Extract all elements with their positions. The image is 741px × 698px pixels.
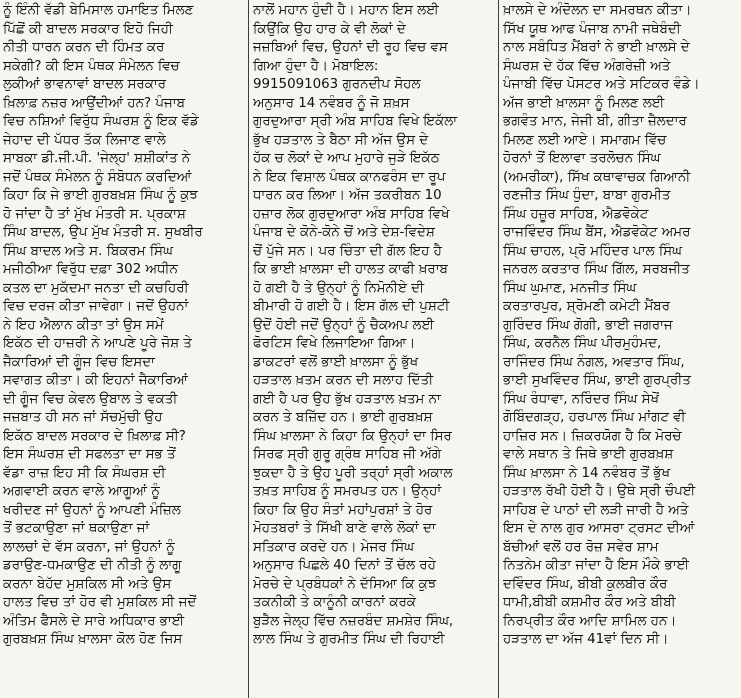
text-line: ਨਾਲੋਂ ਮਹਾਨ ਹੁੰਦੀ ਹੈ। ਮਹਾਨ ਇਸ ਲਈ (253, 3, 439, 18)
text-line: ਅਗਵਾਈ ਕਰਨ ਵਾਲੇ ਆਗੂਆਂ ਨੂੰ (3, 484, 160, 499)
text-line: ਤੋਂ ਭਟਕਾਉਣਾ ਜਾਂ ਥਕਾਉਣਾ ਜਾਂ (3, 521, 150, 536)
text-line: ਹੋ ਗਈ ਹੈ ਤੇ ਉਨ੍ਹਾਂ ਨੂੰ ਨਿਮੋਨੀਏ ਦੀ (253, 280, 425, 296)
text-line: ਗੋਬਿੰਦਗੜ੍ਹ, ਹਰਪਾਲ ਸਿੰਘ ਮਾਂਗਟ ਵੀ (503, 410, 686, 425)
text-line: ਖ਼ਿਲਾਫ਼ ਨਜ਼ਰ ਆਉਂਦੀਆਂ ਹਨ? ਪੰਜਾਬ (3, 95, 185, 111)
text-line: ਅਨੁਸਾਰ ਪਿਛਲੇ 40 ਦਿਨਾਂ ਤੋਂ ਚੱਲ ਰਹੇ (253, 558, 436, 573)
text-line: ਹਜ਼ਾਰ ਲੋਕ ਗੁਰਦੁਆਰਾ ਅੰਬ ਸਾਹਿਬ ਵਿਖੇ (253, 206, 450, 222)
text-line: ਇਕੱਠ ਦੀ ਹਾਜ਼ਰੀ ਨੇ ਆਪਣੇ ਪੂਰੇ ਜੋਸ਼ ਤੇ (3, 336, 192, 351)
text-line: ਭੁੱਖ ਹੜਤਾਲ ਤੇ ਬੈਠਾ ਸੀ ਅੱਜ ਉਸ ਦੇ (253, 132, 429, 148)
text-line: ਖ਼ਾਲਸੇ ਦੇ ਅੰਦੋਲਨ ਦਾ ਸਮਰਥਨ ਕੀਤਾ। (503, 3, 692, 18)
text-line: ਚੋਂ ਪੁੱਜੇ ਸਨ। ਪਰ ਚਿੰਤਾ ਦੀ ਗੱਲ ਇਹ ਹੈ (253, 243, 442, 259)
text-line: ਹਾਜ਼ਿਰ ਸਨ। ਜ਼ਿਕਰਯੋਗ ਹੈ ਕਿ ਮੋਰਚੇ (503, 428, 682, 444)
text-line: ਬੱਚੀਆਂ ਵਲੋਂ ਹਰ ਰੋਜ਼ ਸਵੇਰ ਸ਼ਾਮ (503, 539, 659, 555)
text-line: ਗਈ ਹੈ ਪਰ ਉਹ ਭੁੱਖ ਹੜਤਾਲ ਖ਼ਤਮ ਨਾ (253, 391, 441, 407)
text-line: ਨੇ ਇਹ ਐਲਾਨ ਕੀਤਾ ਤਾਂ ਉਸ ਸਮੇਂ (3, 317, 164, 333)
text-line: ਅਨੁਸਾਰ 14 ਨਵੰਬਰ ਨੂੰ ਜੋ ਸ਼ਖ਼ਸ (253, 95, 410, 111)
text-line: ਮਿਲਣ ਲਈ ਆਏ। ਸਮਾਗਮ ਵਿੱਚ (503, 132, 667, 148)
text-line: ਮੋਹਤਬਰਾਂ ਤੇ ਸਿੱਖੀ ਬਾਣੇ ਵਾਲੇ ਲੋਕਾਂ ਦਾ (253, 521, 436, 536)
text-line: ਵਾਲੇ ਸਥਾਨ ਤੇ ਜਿਥੇ ਭਾਈ ਗੁਰਬਖ਼ਸ਼ (503, 447, 674, 462)
text-line: ਕਿਉਂਕਿ ਉਹ ਹਾਰ ਕੇ ਵੀ ਲੋਕਾਂ ਦੇ (253, 21, 406, 37)
text-line: ਭਗਵੰਤ ਮਾਨ, ਜੇਜੀ ਬੀ, ਗੀਤਾ ਜ਼ੈਲਦਾਰ (503, 114, 687, 129)
text-line: ਸਿੰਘ ਰੰਧਾਵਾ, ਨਰਿੰਦਰ ਸਿੰਘ ਸੇਖੋਂ (503, 391, 660, 407)
text-line: ਮੋਰਚੇ ਦੇ ਪ੍ਰਬੰਧਕਾਂ ਨੇ ਦੱਸਿਆ ਕਿ ਕੁਝ (253, 576, 437, 592)
text-line: ਜਨਰਲ ਕਰਤਾਰ ਸਿੰਘ ਗਿੱਲ, ਸਰਬਜੀਤ (503, 262, 690, 277)
text-line: ਕਿਹਾ ਕਿ ਜੇ ਭਾਈ ਗੁਰਬਖ਼ਸ਼ ਸਿੰਘ ਨੂੰ ਕੁਝ (3, 188, 198, 203)
text-line: ਰਣਜੀਤ ਸਿੰਘ ਧੁੰਦਾ, ਬਾਬਾ ਗੁਰਮੀਤ (503, 188, 671, 203)
column-divider (248, 0, 249, 698)
text-line: ਲਾਲ ਸਿੰਘ ਤੇ ਗੁਰਮੀਤ ਸਿੰਘ ਦੀ ਰਿਹਾਈ (253, 632, 445, 647)
text-line: ਹੜਤਾਲ ਦਾ ਅੱਜ 41ਵਾਂ ਦਿਨ ਸੀ। (503, 632, 669, 647)
text-line: ਇਸ ਸੰਘਰਸ਼ ਦੀ ਸਫਲਤਾ ਦਾ ਸਭ ਤੋਂ (3, 447, 176, 462)
text-line: ਨਿਤਨੇਮ ਕੀਤਾ ਜਾਂਦਾ ਹੈ ਇਸ ਮੌਕੇ ਭਾਈ (503, 558, 689, 573)
text-line: ਕਰਨਾ ਬੇਹੱਦ ਮੁਸ਼ਕਿਲ ਸੀ ਅਤੇ ਉਸ (3, 576, 172, 592)
text-line: ਸਿੰਘ ਘੁਮਾਣ, ਮਨਜੀਤ ਸਿੰਘ (503, 280, 637, 296)
text-line: ਕਤਲ ਦਾ ਮੁਕੱਦਮਾ ਜਨਤਾ ਦੀ ਕਚਹਿਰੀ (3, 280, 189, 296)
text-line: ਵਿਚ ਦਰਜ ਕੀਤਾ ਜਾਵੇਗਾ। ਜਦੋਂ ਉਹਨਾਂ (3, 299, 189, 314)
text-line: ਨੀਤੀ ਧਾਰਨ ਕਰਨ ਦੀ ਹਿੰਮਤ ਕਰ (3, 40, 165, 55)
text-line: ਭਾਈ ਸੁਖਵਿੰਦਰ ਸਿੰਘ, ਭਾਈ ਗੁਰਪ੍ਰੀਤ (503, 373, 691, 388)
text-line: ਝੁਕਦਾ ਹੈ ਤੇ ਉਹ ਪੂਰੀ ਤਰ੍ਹਾਂ ਸ੍ਰੀ ਅਕਾਲ (253, 465, 453, 481)
text-line: ਜੇਹਾਦ ਦੀ ਪੱਧਰ ਤੱਕ ਲਿਜਾਣ ਵਾਲੇ (3, 132, 166, 148)
text-line: ਜਜ਼ਬਿਆਂ ਵਿਚ, ਉਹਨਾਂ ਦੀ ਰੂਹ ਵਿਚ ਵਸ (253, 40, 448, 55)
text-line: ਸਿੰਘ ਖ਼ਾਲਸਾ ਨੇ ਕਿਹਾ ਕਿ ਉਨ੍ਹਾਂ ਦਾ ਸਿਰ (253, 428, 452, 444)
text-line: ਪੰਜਾਬ ਦੇ ਕੋਨੇ-ਕੋਨੇ ਚੋਂ ਅਤੇ ਦੇਸ਼-ਵਿਦੇਸ਼ (253, 225, 435, 240)
text-line: ਜਜ਼ਬਾਤ ਹੀ ਸਨ ਜਾਂ ਸੱਚਮੁੱਚੀ ਉਹ (3, 410, 163, 425)
text-line: ਸਿੰਘ ਬਾਦਲ, ਉਪ ਮੁੱਖ ਮੰਤਰੀ ਸ. ਸੁਖਬੀਰ (3, 225, 203, 240)
text-line: ਹੱਕ ਚ ਲੋਕਾਂ ਦੇ ਆਪ ਮੁਹਾਰੇ ਜੁੜੇ ਇਕੱਠ (253, 151, 440, 166)
text-line: ਹੜਤਾਲ ਖ਼ਤਮ ਕਰਨ ਦੀ ਸਲਾਹ ਦਿੱਤੀ (253, 373, 434, 388)
text-line: ਸਵਾਗਤ ਕੀਤਾ। ਕੀ ਇਹਨਾਂ ਜੈਕਾਰਿਆਂ (3, 373, 188, 388)
text-line: ਤਕਨੀਕੀ ਤੇ ਕਾਨੂੰਨੀ ਕਾਰਨਾਂ ਕਰਕੇ (253, 595, 416, 610)
text-line: 9915091063 ਗੁਰਨਦੀਪ ਸੋਹਲ (253, 77, 421, 92)
text-line: ਫੋਰਟਿਸ ਵਿਖੇ ਲਿਜਾਇਆ ਗਿਆ। (253, 336, 416, 351)
text-line: ਸੰਘਰਸ਼ ਦੇ ਹੱਕ ਵਿੱਚ ਅੰਗਰੇਜ਼ੀ ਅਤੇ (503, 58, 671, 74)
text-line: ਕਰਨ ਤੇ ਬਜ਼ਿੱਦ ਹਨ। ਭਾਈ ਗੁਰਬਖ਼ਸ਼ (253, 410, 433, 425)
text-line: (ਅਮਰੀਕਾ), ਸਿੱਖ ਕਥਾਵਾਚਕ ਗਿਆਨੀ (503, 169, 691, 185)
text-line: ਪਿੱਛੋਂ ਕੀ ਬਾਦਲ ਸਰਕਾਰ ਇਹੋ ਜਿਹੀ (3, 21, 173, 37)
text-line: ਉਦੋਂ ਹੋਈ ਜਦੋਂ ਉਨ੍ਹਾਂ ਨੂੰ ਚੈਕਅਪ ਲਈ (253, 317, 434, 333)
text-line (503, 650, 738, 669)
text-line: ਜਦੋਂ ਪੰਥਕ ਸੰਮੇਲਨ ਨੂੰ ਸੰਬੋਧਨ ਕਰਦਿਆਂ (3, 169, 192, 185)
text-line: ਵਿਚ ਨਸ਼ਿਆਂ ਵਿਰੁੱਧ ਸੰਘਰਸ਼ ਨੂੰ ਇਕ ਵੱਡੇ (3, 114, 199, 129)
text-line: ਨੂੰ ਇੰਨੀ ਵੱਡੀ ਬੇਮਿਸਾਲ ਹਮਾਇਤ ਮਿਲਣ (3, 3, 194, 18)
text-line: ਅੰਤਿਮ ਫੈਸਲੇ ਦੇ ਸਾਰੇ ਅਧਿਕਾਰ ਭਾਈ (3, 613, 185, 629)
text-line: ਦਵਿੰਦਰ ਸਿੰਘ, ਬੀਬੀ ਕੁਲਬੀਰ ਕੌਰ (503, 576, 668, 592)
text-line: ਕਿ ਭਾਈ ਖ਼ਾਲਸਾ ਦੀ ਹਾਲਤ ਕਾਫੀ ਖ਼ਰਾਬ (253, 262, 448, 277)
text-line: ਕਿਹਾ ਕਿ ਉਹ ਸੰਤਾਂ ਮਹਾਂਪੁਰਸ਼ਾਂ ਤੇ ਹੋਰ (253, 502, 433, 518)
text-column-right (500, 2, 741, 694)
text-line: ਸਿੰਘ ਖ਼ਾਲਸਾ ਨੇ 14 ਨਵੰਬਰ ਤੋਂ ਭੁੱਖ (503, 465, 670, 481)
text-line: ਨੇ ਇਕ ਵਿਸ਼ਾਲ ਪੰਥਕ ਕਾਨਫਰੰਸ ਦਾ ਰੂਪ (253, 169, 446, 185)
text-line: ਸਿੰਘ ਹਜ਼ੂਰ ਸਾਹਿਬ, ਐਡਵੋਕੇਟ (503, 206, 649, 222)
text-line: ਤਖ਼ਤ ਸਾਹਿਬ ਨੂੰ ਸਮਰਪਤ ਹਨ। ਉਨ੍ਹਾਂ (253, 484, 442, 499)
text-line: ਲੁਕੀਆਂ ਭਾਵਨਾਵਾਂ ਬਾਦਲ ਸਰਕਾਰ (3, 77, 166, 92)
text-line: ਮਜੀਠੀਆ ਵਿਰੁੱਧ ਦਫ਼ਾ 302 ਅਧੀਨ (3, 262, 178, 277)
text-line: ਸਾਹਿਬ ਦੇ ਪਾਠਾਂ ਦੀ ਲੜੀ ਜਾਰੀ ਹੈ ਅਤੇ (503, 502, 689, 518)
text-line: ਡਰਾਉਣ-ਧਮਕਾਉਣ ਦੀ ਨੀਤੀ ਨੂੰ ਲਾਗੂ (3, 558, 182, 573)
text-line: ਕਰਤਾਰਪੁਰ, ਸ਼੍ਰੋਮਣੀ ਕਮੇਟੀ ਮੈਂਬਰ (503, 299, 670, 314)
text-line: ਨਾਲ ਸਬੰਧਿਤ ਮੈਂਬਰਾਂ ਨੇ ਭਾਈ ਖ਼ਾਲਸੇ ਦੇ (503, 40, 690, 55)
text-line: ਡਾਕਟਰਾਂ ਵਲੋਂ ਭਾਈ ਖ਼ਾਲਸਾ ਨੂੰ ਭੁੱਖ (253, 354, 419, 370)
text-line: ਹਾਲਤ ਵਿਚ ਤਾਂ ਹੋਰ ਵੀ ਮੁਸ਼ਕਿਲ ਸੀ ਜਦੋਂ (3, 595, 197, 610)
text-line: ਇਸ ਦੇ ਨਾਲ ਗੁਰ ਆਸਰਾ ਟ੍ਰਸਟ ਦੀਆਂ (503, 521, 695, 536)
text-line: ਸਾਬਕਾ ਡੀ.ਜੀ.ਪੀ. 'ਜੇਲ੍ਹ' ਸ਼ਸ਼ੀਕਾਂਤ ਨੇ (3, 151, 191, 166)
text-line: ਸਿੰਘ ਚਾਹਲ, ਪ੍ਰੋ ਮਹਿੰਦਰ ਪਾਲ ਸਿੰਘ (503, 243, 683, 259)
text-line: ਸਿੰਘ ਬਾਦਲ ਅਤੇ ਸ. ਬਿਕਰਮ ਸਿੰਘ (3, 243, 173, 259)
text-line: ਹੜਤਾਲ ਰੱਖੀ ਹੋਈ ਹੈ। ਉਥੇ ਸ੍ਰੀ ਚੌਪਈ (503, 484, 696, 499)
text-line: ਬੁੜੈਲ ਜੇਲ੍ਹ ਵਿੱਚ ਨਜ਼ਰਬੰਦ ਸ਼ਮਸ਼ੇਰ ਸਿੰਘ, (253, 613, 454, 629)
text-line: ਧਾਮੀ,ਬੀਬੀ ਕਸ਼ਮੀਰ ਕੌਰ ਅਤੇ ਬੀਬੀ (503, 595, 676, 610)
text-line: ਖਰੀਦਣ ਜਾਂ ਉਹਨਾਂ ਨੂੰ ਆਪਣੀ ਮੰਜ਼ਿਲ (3, 502, 181, 518)
text-line: ਧਾਰਨ ਕਰ ਲਿਆ। ਅੱਜ ਤਕਰੀਬਨ 10 (253, 188, 442, 203)
text-line: ਪੰਜਾਬੀ ਵਿੱਚ ਪੋਸਟਰ ਅਤੇ ਸਟਿਕਰ ਵੰਡੇ। (503, 77, 700, 92)
text-column-middle (250, 2, 498, 694)
text-line: ਵੱਡਾ ਰਾਜ਼ ਇਹ ਸੀ ਕਿ ਸੰਘਰਸ਼ ਦੀ (3, 465, 166, 481)
text-line: ਗਿਆ ਹੁੰਦਾ ਹੈ। ਮੋਬਾਇਲ: (253, 58, 379, 74)
text-line: ਰਾਜਿੰਦਰ ਸਿੰਘ ਨੰਗਲ, ਅਵਤਾਰ ਸਿੰਘ, (503, 354, 685, 370)
text-line: ਸਿਰਫ ਸ੍ਰੀ ਗੁਰੂ ਗ੍ਰੰਥ ਸਾਹਿਬ ਜੀ ਅੱਗੇ (253, 447, 442, 462)
text-line: ਰਾਜਵਿੰਦਰ ਸਿੰਘ ਬੈਂਸ, ਐਡਵੋਕੇਟ ਅਮਰ (503, 225, 691, 240)
text-line: ਦੀ ਗੂੰਜ ਵਿਚ ਕੇਵਲ ਉਬਾਲ ਤੇ ਵਕਤੀ (3, 391, 178, 407)
text-line: ਜੈਕਾਰਿਆਂ ਦੀ ਗੂੰਜ ਵਿਚ ਇਸਦਾ (3, 354, 155, 370)
text-line: ਗੁਰਦੁਆਰਾ ਸ੍ਰੀ ਅੰਬ ਸਾਹਿਬ ਵਿਖੇ ਇਕੱਲਾ (253, 114, 458, 129)
text-line: ਲਾਲਚਾਂ ਦੇ ਵੱਸ ਕਰਨਾ, ਜਾਂ ਉਹਨਾਂ ਨੂੰ (3, 539, 175, 555)
column-divider (498, 0, 499, 698)
text-line: ਗੁਰਬਖ਼ਸ਼ ਸਿੰਘ ਖ਼ਾਲਸਾ ਕੋਲ ਹੋਣ ਜਿਸ (3, 632, 183, 647)
text-line: ਅੱਜ ਭਾਈ ਖ਼ਾਲਸਾ ਨੂੰ ਮਿਲਣ ਲਈ (503, 95, 665, 111)
text-line: ਸਿੱਖ ਯੂਥ ਆਫ ਪੰਜਾਬ ਨਾਮੀ ਜਥੇਬੰਦੀ (503, 21, 681, 37)
text-line: ਹੋ ਜਾਂਦਾ ਹੈ ਤਾਂ ਮੁੱਖ ਮੰਤਰੀ ਸ. ਪ੍ਰਕਾਸ਼ (3, 206, 186, 222)
text-line: ਸਿੰਘ, ਕਰਨੈਲ ਸਿੰਘ ਪੀਰਮੁਹੰਮਦ, (503, 336, 662, 351)
text-line: ਹੋਰਨਾਂ ਤੋਂ ਇਲਾਵਾ ਤਰਲੋਚਨ ਸਿੰਘ (503, 151, 661, 166)
text-line: ਸਕੇਗੀ? ਕੀ ਇਸ ਪੰਥਕ ਸੰਮੇਲਨ ਵਿਚ (3, 58, 180, 74)
text-line: ਗੁਰਿੰਦਰ ਸਿੰਘ ਗੋਗੀ, ਭਾਈ ਜਗਰਾਜ (503, 317, 673, 333)
text-line: ਬੀਮਾਰੀ ਹੋ ਗਈ ਹੈ। ਇਸ ਗੱਲ ਦੀ ਪੁਸ਼ਟੀ (253, 299, 450, 314)
text-column-left (0, 2, 248, 694)
text-line: ਨਿਰਪ੍ਰੀਤ ਕੌਰ ਆਦਿ ਸ਼ਾਮਿਲ ਹਨ। (503, 613, 677, 629)
text-line: ਸਤਿਕਾਰ ਕਰਦੇ ਹਨ। ਮੇਜਰ ਸਿੰਘ (253, 539, 415, 555)
text-line: ਇਕੱਠ ਬਾਦਲ ਸਰਕਾਰ ਦੇ ਖ਼ਿਲਾਫ਼ ਸੀ? (3, 428, 186, 444)
